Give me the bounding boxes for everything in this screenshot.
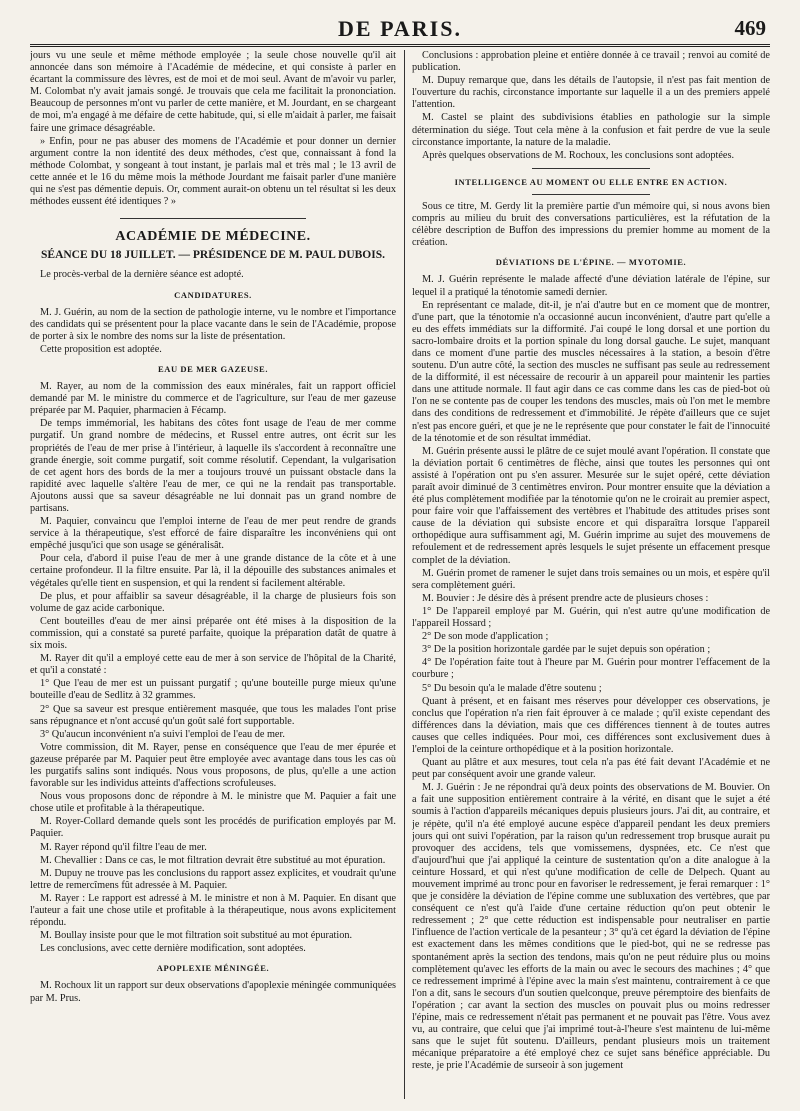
column-divider <box>404 50 405 1099</box>
paragraph: Conclusions : approbation pleine et entière donnée à ce travail ; renvoi au comité de publication. <box>412 50 770 74</box>
session-heading: SÉANCE DU 18 JUILLET. — PRÉSIDENCE DE M. PAUL DUBOIS. <box>41 249 385 262</box>
paragraph: De plus, et pour affaiblir sa saveur désagréable, il la charge de plusieurs fois son volume de gaz acide carbonique. <box>30 590 396 614</box>
left-column <box>30 50 396 1099</box>
paragraph: Votre commission, dit M. Rayer, pense en conséquence que l'eau de mer épurée et gazeuse préparée par M. Paquier peut être employée avec avantage dans tous les cas où les purgatifs salins sont indiqués. Nous vous proposons, de plus, qu'elle a une action favorable sur les individus atteints d'affections scrofuleuses. <box>30 741 396 790</box>
paragraph: M. Rayer : Le rapport est adressé à M. le ministre et non à M. Paquier. En disant que l'auteur a fait une chose utile et profitable à la thérapeutique, nous avons explicitement répondu. <box>30 892 396 929</box>
separator-rule <box>120 218 306 219</box>
paragraph: Cette proposition est adoptée. <box>40 343 162 355</box>
paragraph: M. J. Guérin représente le malade affecté d'une déviation latérale de l'épine, sur lequel il a pratiqué la ténotomie samedi dernier. <box>412 274 770 298</box>
page-header <box>30 14 770 47</box>
paragraph: M. Bouvier : Je désire dès à présent prendre acte de plusieurs choses : <box>422 592 709 604</box>
paragraph: M. Castel se plaint des subdivisions établies en pathologie sur la simple détermination du siége. Tout cela mène à la confusion et fait perdre de vue la seule circonstance importante, la nature de la maladie. <box>412 112 770 148</box>
separator-rule <box>532 168 650 169</box>
subheading-eau-de-mer: EAU DE MER GAZEUSE. <box>157 363 269 374</box>
paragraph: M. Paquier, convaincu que l'emploi interne de l'eau de mer peut rendre de grands service à la thérapeutique, s'est efforcé de faire disparaître les inconvéniens qui ont empêché jusqu'ici que son usage se généralisât. <box>30 516 396 552</box>
paragraph: 4° De l'opération faite tout à l'heure par M. Guérin pour montrer l'effacement de la courbure ; <box>412 657 770 681</box>
paragraph: Sous ce titre, M. Gerdy lit la première partie d'un mémoire qui, si nous avons bien compris au milieu du bruit des conversations particulières, est la réfutation de la célèbre description de Buffon des impressions du premier homme au moment de la création. <box>412 200 770 249</box>
paragraph: M. Guérin promet de ramener le sujet dans trois semaines ou un mois, et espère qu'il sera complètement guéri. <box>412 567 770 591</box>
paragraph: 3° Qu'aucun inconvénient n'a suivi l'emploi de l'eau de mer. <box>40 728 285 740</box>
paragraph: M. Royer-Collard demande quels sont les procédés de purification employés par M. Paquier. <box>30 816 396 840</box>
paragraph: Nous vous proposons donc de répondre à M. le ministre que M. Paquier a fait une chose utile et profitable à la thérapeutique. <box>30 791 396 815</box>
paragraph: M. Dupuy remarque que, dans les détails de l'autopsie, il n'est pas fait mention de l'ouverture du rachis, circonstance importante sur laquelle il a un des premiers appelé l'attention. <box>412 75 770 111</box>
paragraph: M. Chevallier : Dans ce cas, le mot filtration devrait être substitué au mot épuration. <box>40 854 386 866</box>
paragraph: Quant à présent, et en faisant mes réserves pour développer ces observations, je conclus que l'opération n'a rien fait éprouver à ce malade ; qu'il existe cependant des différences dans la déviation, mais que ces différences tiennent à de toutes autres causes que celles indiquées. Pour moi, ces différences sont exclusivement dues à l'emploi de la ceinture orthopédique et à la position horizontale. <box>412 695 770 755</box>
paragraph: Le procès-verbal de la dernière séance est adopté. <box>40 269 244 281</box>
paragraph: Après quelques observations de M. Rochoux, les conclusions sont adoptées. <box>422 149 735 161</box>
paragraph: 3° De la position horizontale gardée par le sujet depuis son opération ; <box>422 644 711 656</box>
subheading-candidatures: CANDIDATURES. <box>174 289 252 300</box>
subheading-deviations: DÉVIATIONS DE L'ÉPINE. — MYOTOMIE. <box>495 257 687 268</box>
subheading-intelligence: INTELLIGENCE AU MOMENT OU ELLE ENTRE EN ACTION. <box>454 176 728 187</box>
paragraph: M. J. Guérin : Je ne répondrai qu'à deux points des observations de M. Bouvier. On a fait une supposition entièrement contraire à la vérité, en disant que le sujet a été soumis à l'action d'appareils mécaniques depuis plusieurs jours. J'ai dit, au contraire, et je répète, qu'il n'a été employé aucune espèce d'appareil pendant les deux premiers jours qui ont suivi l'opération, par la raison qu'un redressement trop brusque aurait pu provoquer des accidens, tels que vomissemens, dyspnées, etc. Ce n'est que d'aujourd'hui que j'ai appliqué la ceinture de sustentation qu'on a dite analogue à la ceinture Hossard, et qui n'est qu'une modification de celle de Delpech. Quant au mouvement imprimé au tronc pour en favoriser le redressement, je ferai remarquer : 1° que je considère la déviation de l'épine comme une subluxation des vertèbres, que par conséquent ce n'est qu'à l'aide d'une certaine réduction qu'on peut obtenir le redressement ; 2° que cette réduction est indispensable pour neutraliser en partie l'influence de l'action verticale de la pesanteur ; 3° qu'à cet égard la déviation de l'épine est exactement dans les mêmes conditions que le pied-bot, qui ne se redresse pas spontanément après la section des tendons, mais qu'on ne peut réduire plus ou moins complètement qu'avec les efforts de la main ou avec le secours des machines ; 4° que ce redressement imprimé à l'épine avec la main s'est maintenu, contrairement à ce que l'on a dit, sans le secours d'un soutien quelconque, preuve péremptoire des bienfaits de l'opération ; car avant la section des muscles on pouvait plus ou moins redresser l'épine, mais ce redressement n'était pas permanent et ne pouvait pas l'être. Vous avez vu, au contraire, que celui que j'ai imprimé tout-à-l'heure s'est maintenu de lui-même sans que le sujet fût soutenu. D'ailleurs, pendant plusieurs mois un traitement mécanique préparatoire a été employé chez ce sujet sans bénéfice appréciable. Du reste, je prie l'Académie de surseoir à son jugement <box>412 782 770 1072</box>
running-title: DE PARIS. <box>338 16 462 41</box>
paragraph: 1° De l'appareil employé par M. Guérin, qui n'est autre qu'une modification de l'appareil Hossard ; <box>412 605 770 630</box>
paragraph: M. Boullay insiste pour que le mot filtration soit substitué au mot épuration. <box>40 930 353 942</box>
paragraph: Pour cela, d'abord il puise l'eau de mer à une grande distance de la côte et à une certaine profondeur. Il la filtre ensuite. Par là, il la dépouille des substances animales et végétales qu'elle tient en suspension, et qui la rendent si facilement altérable. <box>30 553 396 589</box>
subheading-apoplexie: APOPLEXIE MÉNINGÉE. <box>156 963 270 974</box>
paragraph: M. Rayer répond qu'il filtre l'eau de mer. <box>40 841 207 853</box>
paragraph: Les conclusions, avec cette dernière modification, sont adoptées. <box>40 943 306 955</box>
paragraph: M. Dupuy ne trouve pas les conclusions du rapport assez explicites, et voudrait qu'une lettre de remercîmens fût adressée à M. Paquier. <box>30 867 396 891</box>
paragraph: M. Rayer, au nom de la commission des eaux minérales, fait un rapport officiel demandé par M. le ministre du commerce et de l'agriculture, sur l'eau de mer gazeuse préparée par M. Paquier, pharmacien à Fécamp. <box>30 381 396 417</box>
page-number: 469 <box>734 16 766 40</box>
paragraph: M. Rayer dit qu'il a employé cette eau de mer à son service de l'hôpital de la Charité, et qu'il a constaté : <box>30 653 396 677</box>
right-column <box>412 50 770 1099</box>
section-title-academie: ACADÉMIE DE MÉDECINE. <box>115 229 311 245</box>
paragraph: Cent bouteilles d'eau de mer ainsi préparée ont été mises à la disposition de la commission, qui a constaté sa pureté parfaite, quoique la préparation datât de quatre à six mois. <box>30 615 396 652</box>
paragraph: jours vu une seule et même méthode employée ; la seule chose nouvelle qu'il ait annoncée dans son mémoire à l'Académie de médecine, et qui consiste à parler en écartant la commissure des lèvres, est de moi et de moi seul. Avant de m'avoir vu parler, M. Colombat n'y avait jamais songé. Je trouvais que cela me facilitait la prononciation. Beaucoup de personnes m'ont vu parler de cette manière, et M. Jourdant, en se chargeant de moi, m'a engagé à me défaire de cette habitude, qui, si elle m'aidait à parler, me faisait faire une grimace désagréable. <box>30 50 396 134</box>
paragraph: Quant au plâtre et aux mesures, tout cela n'a pas été fait devant l'Académie et ne peut par conséquent avoir une grande valeur. <box>412 757 770 781</box>
paragraph: M. J. Guérin, au nom de la section de pathologie interne, vu le nombre et l'importance des candidats qui se présentent pour la place vacante dans le sein de l'Académie, propose de porter à six le nombre des noms sur la liste de présentation. <box>30 306 396 342</box>
paragraph: 2° De son mode d'application ; <box>422 631 549 643</box>
paragraph: 1° Que l'eau de mer est un puissant purgatif ; qu'une bouteille purge mieux qu'une bouteille d'eau de Sedlitz à 32 grammes. <box>30 678 396 702</box>
paragraph: 2° Que sa saveur est presque entièrement masquée, que tous les malades l'ont prise sans répugnance et n'ont accusé qu'un goût salé fort supportable. <box>30 703 396 727</box>
paragraph: De temps immémorial, les habitans des côtes font usage de l'eau de mer comme purgatif. Un grand nombre de médecins, et Russel entre autres, ont écrit sur les propriétés de l'eau de mer prise à l'intérieur, à laquelle ils s'accordent à reconnaître une grande énergie, soit comme purgatif, soit comme résolutif. Cependant, la vulgarisation de cet agent hors des bords de la mer a toujours trouvé un puissant obstacle dans la rapidité avec laquelle s'altère l'eau de mer, ce qui ne la rendait pas transportable. Ajoutons aussi que sa saveur désagréable ne lui donnait pas un grand nombre de partisans. <box>30 418 396 514</box>
paragraph: » Enfin, pour ne pas abuser des momens de l'Académie et pour donner un dernier argument contre la non identité des deux méthodes, c'est que, connaissant à fond la méthode Colombat, y songeant à tout instant, je parlais mal et très mal ; le 13 avril de cette année et le 16 du même mois la méthode Jourdant me faisait parler d'une manière qui ne s'est pas démentie depuis. Or, comment aurait-on obtenu un tel résultat si les deux méthodes eussent été identiques ? » <box>30 135 396 208</box>
paragraph: M. Rochoux lit un rapport sur deux observations d'apoplexie méningée communiquées par M. Prus. <box>30 980 396 1004</box>
paragraph: 5° Du besoin qu'a le malade d'être soutenu ; <box>422 682 602 694</box>
paragraph: M. Guérin présente aussi le plâtre de ce sujet moulé avant l'opération. Il constate que la déviation portait 6 centimètres de flèche, ainsi que toutes les personnes qui ont assisté à l'opération ont pu s'en assurer. Mesurée sur le sujet opéré, cette déviation paraît avoir diminué de 3 centimètres environ. Pour montrer ensuite que la déviation a été plus complètement modifiée par la ténotomie qu'on ne le croirait au premier aspect, pour faire voir que l'affaissement des vertèbres et l'habitude des attitudes prises sont cause de la déviation qui subsiste encore et qui disparaîtra lorsque l'appareil orthopédique aura suffisamment agi, M. Guérin imprime au sujet des mouvemens de refoulement et de redressement après lesquels le sujet présente un effacement presque complet de la déviation. <box>412 445 770 566</box>
paragraph: En représentant ce malade, dit-il, je n'ai d'autre but en ce moment que de montrer, d'une part, que la ténotomie n'a occasionné aucun inconvénient, d'autre part qu'elle a eu des effets immédiats sur la difformité. J'ai coupé le long dorsal et une portion du sacro-lombaire droits et la portion spinale du long dorsal gauche. Le sujet, manquant dans ce moment d'une partie des muscles nécessaires à la station, a besoin d'être soutenu. D'un autre côté, la section des muscles ne suffisant pas seule au redressement de la difformité, il est nécessaire de recourir à un appareil pour maintenir les parties dans une attitude normale. Il faut agir dans ce cas comme dans les cas de pied-bot où l'on ne se contente pas de couper les tendons des muscles, mais où l'on met le membre dans des conditions de redressement et d'immobilité. Je répète d'ailleurs que ce sujet n'est pas encore guéri, et que je ne le représente que pour constater le fait de l'innocuité de la ténotomie et de son résultat immédiat. <box>412 299 770 444</box>
separator-rule <box>532 194 650 195</box>
